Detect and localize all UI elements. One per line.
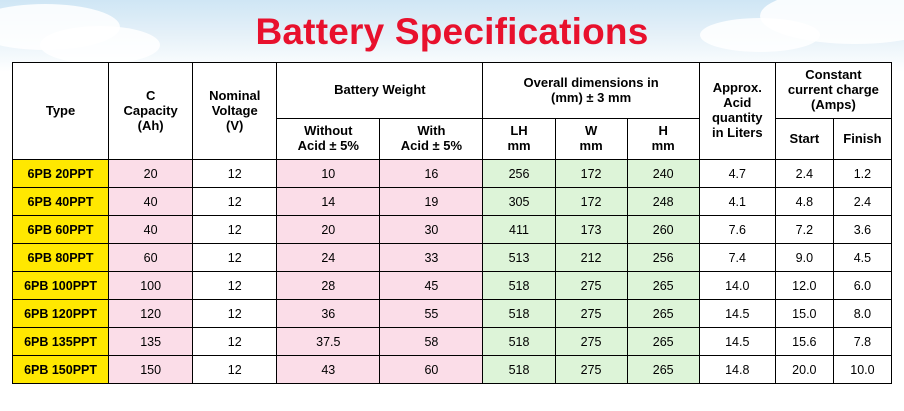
cell-type: 6PB 40PPT [13,188,109,216]
cell-acid-quantity: 14.5 [699,300,775,328]
cell-weight-without-acid: 36 [277,300,380,328]
header-w-line1: W [584,123,598,139]
header-lh-line1: LH [510,123,528,139]
cell-dimension-w: 172 [555,188,627,216]
cell-dimension-lh: 518 [483,272,555,300]
header-type: Type [13,63,109,160]
cell-capacity: 40 [109,216,193,244]
cell-voltage: 12 [193,300,277,328]
cell-charge-start: 15.0 [775,300,833,328]
cell-charge-start: 2.4 [775,160,833,188]
cell-type: 6PB 150PPT [13,356,109,384]
header-acid-line3: quantity [711,110,763,126]
header-voltage [193,63,277,160]
cell-dimension-h: 265 [627,356,699,384]
cell-weight-with-acid: 58 [380,328,483,356]
cell-charge-start: 7.2 [775,216,833,244]
cell-dimension-lh: 513 [483,244,555,272]
table-row [13,244,892,272]
header-capacity-line2: Capacity [123,102,178,118]
cell-acid-quantity: 7.6 [699,216,775,244]
cell-type: 6PB 135PPT [13,328,109,356]
header-dimensions-line1: Overall dimensions in [523,74,659,90]
cell-voltage: 12 [193,160,277,188]
cell-capacity: 150 [109,356,193,384]
cell-weight-without-acid: 14 [277,188,380,216]
cell-acid-quantity: 14.5 [699,328,775,356]
cell-weight-with-acid: 60 [380,356,483,384]
cell-dimension-w: 275 [555,328,627,356]
header-charge-finish: Finish [833,119,891,160]
header-battery-weight-group: Battery Weight [277,63,483,119]
cell-charge-finish: 6.0 [833,272,891,300]
header-capacity-line1: C [145,87,156,103]
cell-charge-start: 15.6 [775,328,833,356]
cell-capacity: 40 [109,188,193,216]
header-acid-line4: in Liters [711,125,763,141]
header-dimensions-group [483,63,699,119]
header-weight-with-line2: Acid ± 5% [400,138,463,154]
header-w-line2: mm [579,138,603,154]
cell-weight-without-acid: 10 [277,160,380,188]
header-acid-line1: Approx. [712,80,762,96]
header-weight-with-acid [380,119,483,160]
cell-weight-with-acid: 33 [380,244,483,272]
cell-charge-finish: 2.4 [833,188,891,216]
header-acid-quantity [699,63,775,160]
cell-capacity: 20 [109,160,193,188]
cell-dimension-h: 260 [627,216,699,244]
cell-charge-start: 4.8 [775,188,833,216]
cell-weight-without-acid: 43 [277,356,380,384]
table-container [0,62,904,384]
cell-weight-with-acid: 30 [380,216,483,244]
header-weight-with-line1: With [417,123,446,139]
cell-weight-with-acid: 19 [380,188,483,216]
cell-charge-finish: 10.0 [833,356,891,384]
cell-weight-with-acid: 16 [380,160,483,188]
cell-acid-quantity: 4.1 [699,188,775,216]
cell-capacity: 100 [109,272,193,300]
cell-acid-quantity: 14.8 [699,356,775,384]
cell-capacity: 135 [109,328,193,356]
cell-dimension-lh: 518 [483,328,555,356]
cell-dimension-w: 275 [555,356,627,384]
table-row [13,272,892,300]
header-charge-line2: current charge [787,82,879,98]
header-weight-without-line1: Without [304,123,353,139]
header-voltage-line2: Voltage [211,102,258,118]
header-charge-group [775,63,891,119]
table-row [13,356,892,384]
header-h-line1: H [658,123,668,139]
cell-dimension-lh: 256 [483,160,555,188]
cell-weight-without-acid: 24 [277,244,380,272]
battery-specifications-table [12,62,892,384]
cell-capacity: 60 [109,244,193,272]
cell-charge-finish: 7.8 [833,328,891,356]
cell-dimension-lh: 518 [483,300,555,328]
header-lh-line2: mm [507,138,531,154]
cell-weight-without-acid: 20 [277,216,380,244]
cell-acid-quantity: 7.4 [699,244,775,272]
header-dimension-w [555,119,627,160]
cell-dimension-w: 212 [555,244,627,272]
cell-type: 6PB 60PPT [13,216,109,244]
cell-charge-finish: 1.2 [833,160,891,188]
cell-charge-start: 12.0 [775,272,833,300]
cell-dimension-lh: 411 [483,216,555,244]
cell-dimension-w: 172 [555,160,627,188]
header-capacity-line3: (Ah) [137,117,164,133]
cell-type: 6PB 120PPT [13,300,109,328]
cell-voltage: 12 [193,188,277,216]
cell-acid-quantity: 4.7 [699,160,775,188]
cell-dimension-h: 265 [627,300,699,328]
cell-dimension-w: 275 [555,300,627,328]
cell-dimension-h: 240 [627,160,699,188]
header-h-line2: mm [651,138,675,154]
table-row [13,216,892,244]
table-body [13,160,892,384]
header-voltage-line1: Nominal [209,87,261,103]
header-capacity [109,63,193,160]
cell-charge-start: 9.0 [775,244,833,272]
table-row [13,300,892,328]
cell-type: 6PB 80PPT [13,244,109,272]
cell-dimension-h: 248 [627,188,699,216]
header-weight-without-acid [277,119,380,160]
cell-weight-with-acid: 55 [380,300,483,328]
cell-dimension-h: 265 [627,272,699,300]
header-dimensions-line2: (mm) ± 3 mm [551,89,632,105]
header-dimension-lh [483,119,555,160]
cell-dimension-h: 256 [627,244,699,272]
cell-dimension-w: 275 [555,272,627,300]
table-row [13,188,892,216]
table-header [13,63,892,160]
header-voltage-line3: (V) [226,117,244,133]
cell-charge-finish: 4.5 [833,244,891,272]
cell-type: 6PB 100PPT [13,272,109,300]
header-weight-without-line2: Acid ± 5% [297,138,359,154]
table-row [13,160,892,188]
cell-weight-without-acid: 37.5 [277,328,380,356]
table-row [13,328,892,356]
cell-charge-finish: 3.6 [833,216,891,244]
cell-dimension-w: 173 [555,216,627,244]
cell-voltage: 12 [193,356,277,384]
header-row-top [13,63,892,119]
header-charge-line1: Constant [805,67,862,83]
page-title: Battery Specifications [255,11,649,52]
cell-capacity: 120 [109,300,193,328]
header-charge-start: Start [775,119,833,160]
cell-dimension-h: 265 [627,328,699,356]
cell-weight-without-acid: 28 [277,272,380,300]
cell-charge-finish: 8.0 [833,300,891,328]
cell-weight-with-acid: 45 [380,272,483,300]
cell-voltage: 12 [193,216,277,244]
cell-acid-quantity: 14.0 [699,272,775,300]
header-acid-line2: Acid [723,95,752,111]
cell-dimension-lh: 518 [483,356,555,384]
cell-voltage: 12 [193,272,277,300]
header-charge-line3: (Amps) [811,97,856,113]
cell-dimension-lh: 305 [483,188,555,216]
cell-voltage: 12 [193,328,277,356]
cell-charge-start: 20.0 [775,356,833,384]
cell-voltage: 12 [193,244,277,272]
cell-type: 6PB 20PPT [13,160,109,188]
header-dimension-h [627,119,699,160]
